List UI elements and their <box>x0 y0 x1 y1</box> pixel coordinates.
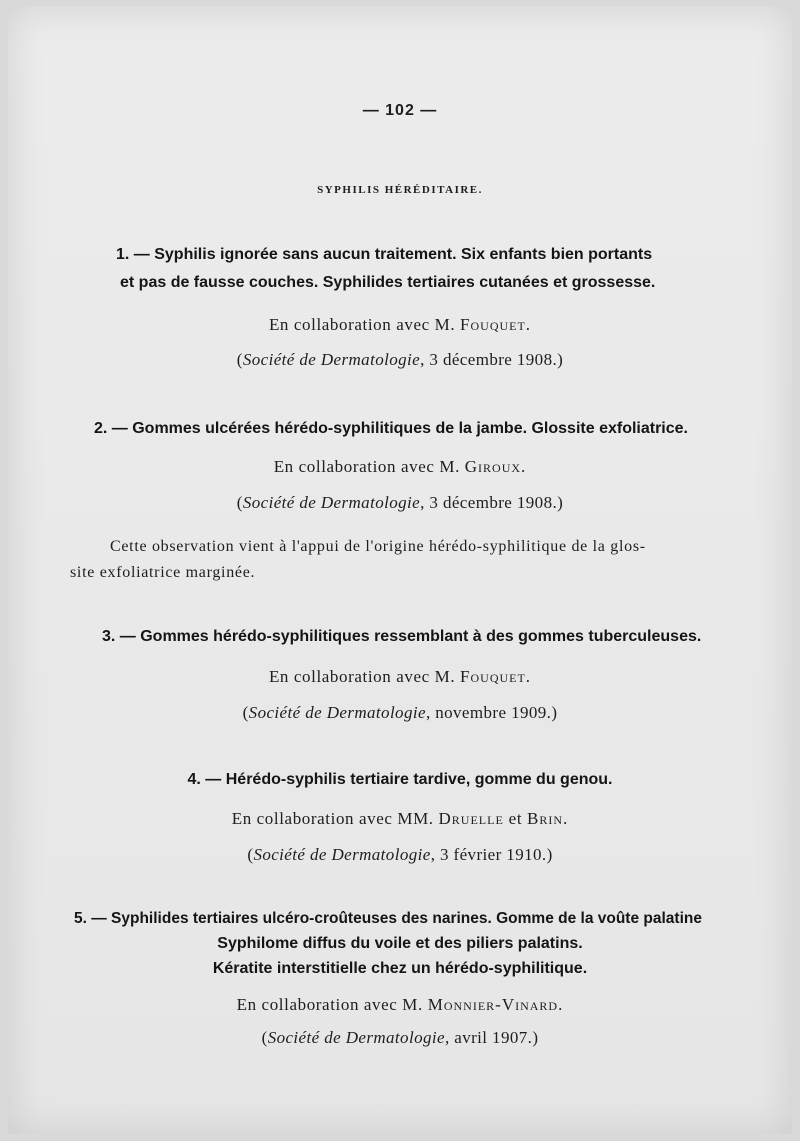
entry-1-collaboration <box>8 313 792 337</box>
collab-names: Giroux. <box>464 457 527 476</box>
entry-3-collaboration <box>8 665 792 689</box>
ref-journal: Société de Dermatologie <box>242 493 421 512</box>
collab-names: Fouquet. <box>460 667 532 686</box>
collab-prefix: En collaboration avec M. <box>268 315 456 334</box>
entry-5-reference: (Société de Dermatologie, avril 1907.) <box>261 1028 539 1047</box>
ref-date: , novembre 1909. <box>425 703 552 722</box>
entry-2-reference: (Société de Dermatologie, 3 décembre 1908.) <box>236 493 564 512</box>
ref-date: , 3 février 1910. <box>430 845 547 864</box>
ref-date: , 3 décembre 1908. <box>420 350 558 369</box>
ref-date: , avril 1907. <box>444 1028 533 1047</box>
collab-prefix: En collaboration avec MM. <box>231 809 434 828</box>
collab-names: Druelle <box>438 809 504 828</box>
ref-journal: Société de Dermatologie <box>253 845 431 864</box>
page-number: — 102 — <box>362 102 438 119</box>
entry-2-collaboration <box>8 455 792 479</box>
section-title: SYPHILIS HÉRÉDITAIRE. <box>317 184 483 196</box>
collab-names-2: Brin. <box>527 809 569 828</box>
ref-date: , 3 décembre 1908. <box>420 493 558 512</box>
ref-journal: Société de Dermatologie <box>267 1028 445 1047</box>
entry-1-title-line-1: 1. — Syphilis ignorée sans aucun traitement. Six enfants bien portants <box>116 246 653 263</box>
entry-2-note-line-1: Cette observation vient à l'appui de l'origine hérédo-syphilitique de la glos- <box>110 538 646 555</box>
entry-1-reference: (Société de Dermatologie, 3 décembre 1908.) <box>236 350 564 369</box>
entry-5-title-line-2: Syphilome diffus du voile et des piliers palatins. <box>217 935 583 952</box>
collab-and: et <box>508 809 523 828</box>
collab-prefix: En collaboration avec M. <box>273 457 460 476</box>
entry-2-title: 2. — Gommes ulcérées hérédo-syphilitiques de la jambe. Glossite exfoliatrice. <box>94 420 688 437</box>
entry-5-title-line-1: 5. — Syphilides tertiaires ulcéro-croûteuses des narines. Gomme de la voûte palatine <box>74 910 702 927</box>
ref-journal: Société de Dermatologie <box>242 350 421 369</box>
entry-3-title: 3. — Gommes hérédo-syphilitiques ressemblant à des gommes tuberculeuses. <box>102 628 702 645</box>
collab-prefix: En collaboration avec M. <box>268 667 456 686</box>
collab-names: Monnier-Vinard. <box>427 995 564 1014</box>
entry-5-collaboration <box>8 993 792 1017</box>
entry-4-title: 4. — Hérédo-syphilis tertiaire tardive, gomme du genou. <box>187 771 613 788</box>
document-page <box>8 6 792 1134</box>
ref-journal: Société de Dermatologie <box>248 703 426 722</box>
entry-1-title-line-2: et pas de fausse couches. Syphilides tertiaires cutanées et grossesse. <box>120 274 656 291</box>
entry-3-reference: (Société de Dermatologie, novembre 1909.) <box>242 703 558 722</box>
entry-5-title-line-3: Kératite interstitielle chez un hérédo-syphilitique. <box>212 960 588 977</box>
entry-4-reference: (Société de Dermatologie, 3 février 1910.) <box>247 845 553 864</box>
collab-names: Fouquet. <box>460 315 532 334</box>
collab-prefix: En collaboration avec M. <box>236 995 423 1014</box>
entry-4-collaboration <box>8 807 792 831</box>
entry-2-note-line-2: site exfoliatrice marginée. <box>70 564 256 581</box>
